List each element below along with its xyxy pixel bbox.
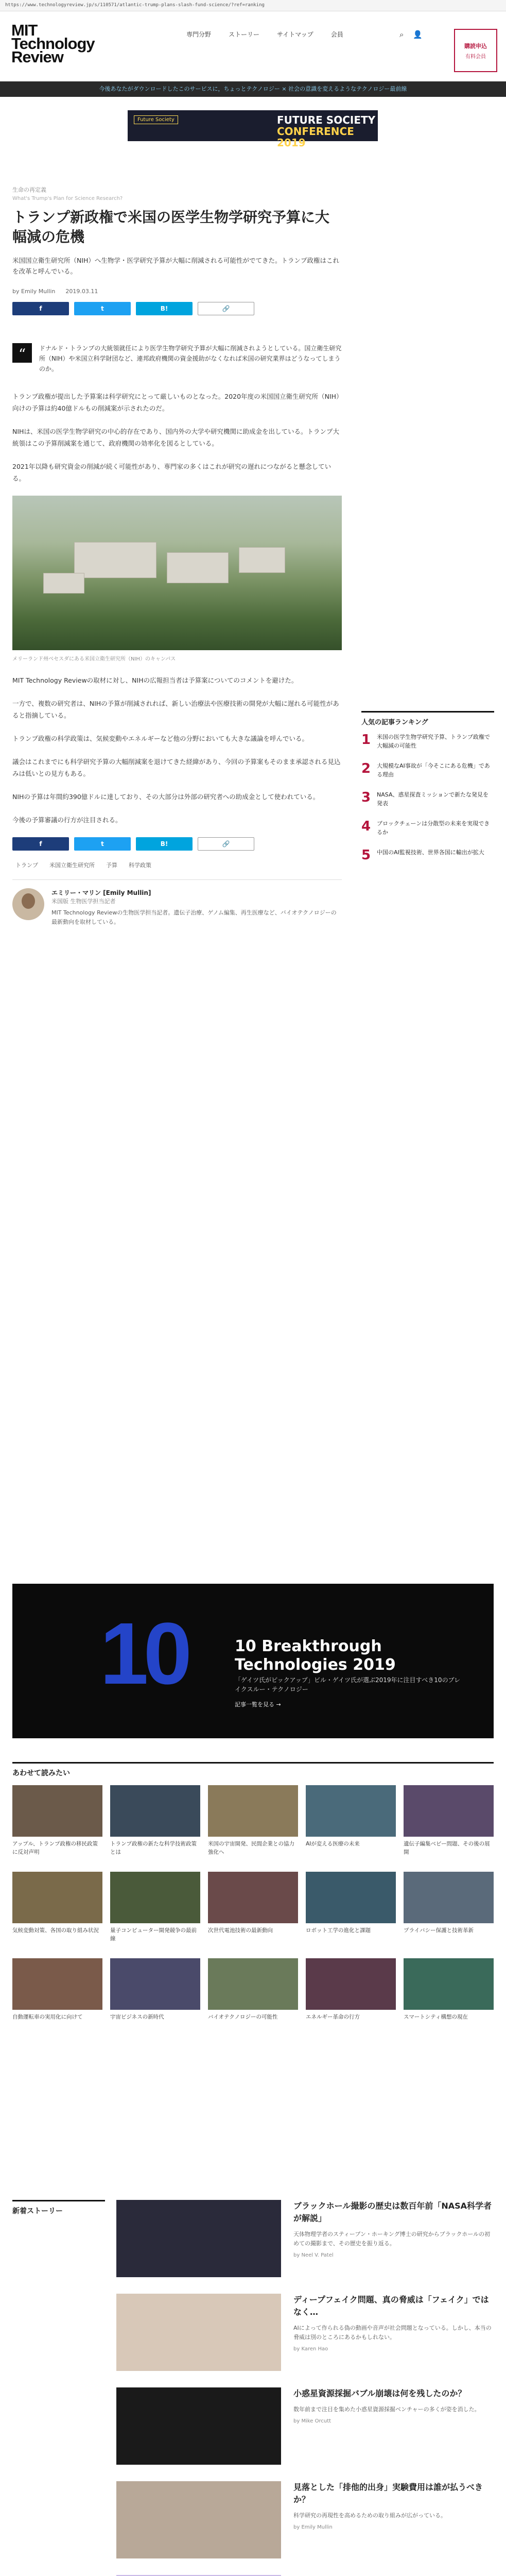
related-card-title: 遺伝子編集ベビー問題、その後の展開 [404,1841,490,1855]
related-card-image [404,1958,494,2010]
article-title: トランプ新政権で米国の医学生物学研究予算に大幅減の危機 [12,209,330,245]
ranking-item-title: NASA、惑星探査ミッションで新たな発見を発表 [377,791,489,807]
related-card-image [306,1958,396,2010]
paragraph: MIT Technology Reviewの取材に対し、NIHの広報担当者は予算案についてのコメントを避けた。 [12,676,298,684]
related-card-image [208,1958,298,2010]
news-item[interactable] [116,2200,494,2277]
related-card-image [110,1872,200,1923]
author-box [12,879,342,927]
related-card[interactable] [404,1872,494,1951]
related-card-image [404,1785,494,1837]
related-card[interactable] [404,1785,494,1865]
ranking-item-title: 米国の医学生物学研究予算、トランプ政権で大幅減の可能性 [377,734,490,749]
news-by: by Karen Hao [293,2346,328,2352]
copy-link-button[interactable]: 🔗 [198,302,254,315]
quote-text: ドナルド・トランプの大統領就任により医学生物学研究予算が大幅に削減されようとしている。国立衛生研究所（NIH）や米国立科学財団など、連邦政府機関の資金援助がなくなれば米国の研究業界はどうなってしまうのか。 [39,345,342,372]
news-text [293,2387,480,2465]
share-bar-bottom [12,837,342,851]
news-item[interactable] [116,2387,494,2465]
ranking-item-title: 大規模なAI事故が「今そこにある危機」である理由 [377,762,490,778]
related-card-title: トランプ政権の新たな科学技術政策とは [110,1841,197,1855]
ad-title-b: CONFERENCE 2019 [277,125,354,149]
nav-item-1[interactable]: ストーリー [229,31,260,38]
photo-building [239,547,285,573]
share-bar [12,302,342,315]
related-card[interactable] [404,1958,494,2038]
news-image [116,2200,281,2277]
paragraph: トランプ政権が提出した予算案は科学研究にとって厳しいものとなった。2020年度の米国国立衛生研究所（NIH）向けの予算は約40億ドルもの削減案が示されたのだ。 [12,393,340,412]
subscribe-button[interactable] [454,29,497,72]
main-nav [186,30,343,39]
paragraph: トランプ政権の科学政策は、気候変動やエネルギーなど他の分野においても大きな議論を呼んでいる。 [12,735,309,742]
promo-banner[interactable]: 今後あなたがダウンロードしたこのサービスに，ちょっとテクノロジー × 社会の意識を変えるようなテクノロジー最前線 [0,81,506,97]
related-card-title: 気候変動対策、各国の取り組み状況 [12,1927,99,1934]
related-card-title: プライバシー保護と技術革新 [404,1927,474,1934]
related-card-image [12,1785,102,1837]
news-text [293,2481,494,2558]
news-text [293,2294,494,2371]
tag[interactable]: 科学政策 [129,862,151,869]
related-card-title: 米国の宇宙開発、民間企業との協力強化へ [208,1841,294,1855]
related-card-title: ロボット工学の進化と課題 [306,1927,371,1934]
news-desc: 数年前まで注目を集めた小惑星資源採掘ベンチャーの多くが姿を消した。 [293,2406,480,2413]
related-card[interactable] [306,1958,396,2038]
news-desc: AIによって作られる偽の動画や音声が社会問題となっている。しかし、本当の脅威は別のところにあるかもしれない。 [293,2325,492,2341]
related-card-title: AIが変える医療の未来 [306,1841,360,1847]
news-list [12,2200,494,2576]
ad-title [277,114,378,148]
byline-date: 2019.03.11 [65,288,98,295]
tag[interactable]: 米国立衛生研究所 [49,862,95,869]
quote-icon: “ [12,343,32,363]
ad-banner[interactable] [128,110,378,149]
related-card-image [404,1872,494,1923]
ranking-item[interactable] [361,819,494,837]
paragraph: 今後の予算審議の行方が注目される。 [12,816,122,824]
site-header [0,11,506,66]
related-card-image [110,1958,200,2010]
news-item[interactable] [116,2481,494,2558]
subscribe-label: 購読申込 [464,42,487,49]
ranking-item[interactable] [361,761,494,779]
ranking-item[interactable] [361,733,494,750]
related-card-title: 自動運転車の実用化に向けて [12,2014,83,2020]
copy-link-button[interactable]: 🔗 [198,837,254,851]
related-card-title: バイオテクノロジーの可能性 [208,2014,278,2020]
ad-title-a: FUTURE SOCIETY [277,114,376,126]
news-title: 見落とした「排他的出身」実験費用は誰が払うべきか？ [293,2482,483,2504]
related-card[interactable] [208,1958,298,2038]
related-card-image [12,1958,102,2010]
related-card-title: エネルギー革命の行方 [306,2014,360,2020]
nav-item-0[interactable]: 専門分野 [186,31,212,38]
related-card[interactable] [110,1872,200,1951]
news-by: by Mike Orcutt [293,2418,331,2424]
ranking-item-title: 中国のAI監視技術、世界各国に輸出が拡大 [377,849,484,856]
paragraph: NIHの予算は年間約390億ドルに達しており、その大部分は外部の研究者への助成金として使われている。 [12,793,320,801]
news-image [116,2294,281,2371]
header-icons [399,30,423,39]
facebook-share-button[interactable]: f [12,837,69,851]
related-card[interactable] [12,1958,102,2038]
related-card[interactable] [110,1785,200,1865]
ranking-item[interactable] [361,848,494,862]
related-card[interactable] [12,1785,102,1865]
news-image [116,2481,281,2558]
news-desc: 天体物理学者のスティーブン・ホーキング博士の研究からブラックホールの初めての撮影まで、その歴史を振り返る。 [293,2231,491,2247]
related-card-image [306,1785,396,1837]
related-card[interactable] [110,1958,200,2038]
nav-item-2[interactable]: サイトマップ [277,31,313,38]
tag-list [12,860,342,870]
twitter-share-button[interactable]: t [74,302,131,315]
tr10-number: 10 [100,1605,187,1703]
ranking-title: 人気の記事ランキング [361,711,494,726]
related-card-image [208,1872,298,1923]
related-card-title: 次世代電池技術の最新動向 [208,1927,273,1934]
related-card[interactable] [12,1872,102,1951]
ranking-sidebar [361,711,494,874]
rank-number: 1 [361,732,371,748]
site-logo[interactable]: MIT Technology Review [11,21,95,66]
article [12,185,342,927]
twitter-share-button[interactable]: t [74,837,131,851]
tag[interactable]: トランプ [15,862,38,869]
news-title: 新着ストーリー [12,2200,105,2216]
article-kicker[interactable]: 生命の再定義 [12,187,46,193]
photo-building [74,542,156,578]
tr10-promo[interactable] [12,1584,494,1738]
rank-number: 4 [361,819,371,834]
news-section [12,2200,494,2576]
paragraph: NIHは、米国の医学生物学研究の中心的存在であり、国内外の大学や研究機関に助成金を出している。トランプ大統領はこの予算削減案を通じて、政府機関の効率化を図るとしている。 [12,428,339,447]
tr10-desc: 「ゲイツ氏がピックアップ」ビル・ゲイツ氏が選ぶ2019年に注目すべき10のブレイクスルー・テクノロジー [235,1676,461,1693]
facebook-share-button[interactable]: f [12,302,69,315]
related-card-title: アップル、トランプ政権の移民政策に反対声明 [12,1841,98,1855]
tr10-title: 10 Breakthrough Technologies 2019 [235,1637,396,1674]
rank-number: 3 [361,790,371,805]
pull-quote [12,343,342,374]
news-by: by Neel V. Patel [293,2252,334,2258]
related-card-image [306,1872,396,1923]
related-card[interactable] [306,1872,396,1951]
news-image [116,2387,281,2465]
news-by: by Emily Mullin [293,2524,333,2530]
news-title: ディープフェイク問題、真の脅威は「フェイク」ではなく… [293,2295,489,2317]
related-card-title: 宇宙ビジネスの新時代 [110,2014,164,2020]
nav-item-3[interactable]: 会員 [330,31,343,38]
article-photo [12,496,342,650]
ranking-item-title: ブロックチェーンは分散型の未来を実現できるか [377,820,490,836]
byline [12,288,342,295]
related-card-image [110,1785,200,1837]
subscribe-sub: 有料会員 [465,54,486,60]
related-card-image [208,1785,298,1837]
news-desc: 科学研究の再現性を高めるための取り組みが広がっている。 [293,2512,446,2519]
byline-author[interactable]: by Emily Mullin [12,288,56,295]
related-title: あわせて読みたい [12,1762,494,1778]
related-card[interactable] [208,1872,298,1951]
related-card[interactable] [306,1785,396,1865]
related-card-image [12,1872,102,1923]
breadcrumb: What's Trump's Plan for Science Research? [12,196,123,201]
related-card-title: スマートシティ構想の現在 [404,2014,468,2020]
author-desc: MIT Technology Reviewの生物医学担当記者。遺伝子治療、ゲノム編集、再生医療など、バイオテクノロジーの最新動向を取材している。 [51,909,337,925]
ad-pill: Future Society [134,115,178,124]
tr10-more-link[interactable]: 記事一覧を見る → [235,1701,281,1708]
related-section [12,1762,494,2038]
news-text [293,2200,494,2277]
rank-number: 2 [361,761,371,776]
rank-number: 5 [361,848,371,863]
user-icon[interactable]: 👤 [413,30,423,39]
related-card-title: 量子コンピューター開発競争の最前線 [110,1927,197,1942]
ranking-item[interactable] [361,790,494,808]
related-card[interactable] [208,1785,298,1865]
avatar [12,888,44,920]
article-lead: 米国国立衛生研究所（NIH）へ生物学・医学研究予算が大幅に削減される可能性がでてきた。トランプ政権はこれを改革と呼んでいる。 [12,257,339,275]
related-grid [12,1785,494,2038]
hatena-share-button[interactable]: B! [136,837,193,851]
search-icon[interactable]: ⌕ [399,30,404,39]
article-body [12,391,342,826]
url-bar[interactable]: https://www.technologyreview.jp/s/110571/atlantic-trump-plans-slash-fund-science/?ref=ranking [0,0,506,11]
author-name[interactable]: エミリー・マリン [Emily Mullin] [51,889,151,896]
news-item[interactable] [116,2294,494,2371]
news-title: ブラックホール撮影の歴史は数百年前「NASA科学者が解説」 [293,2201,492,2223]
paragraph: 議会はこれまでにも科学研究予算の大幅削減案を退けてきた経緯があり、今回の予算案もそのまま承認される見込みは低いとの見方もある。 [12,758,341,777]
author-role: 米国版 生物医学担当記者 [51,898,116,905]
tag[interactable]: 予算 [106,862,117,869]
photo-building [43,573,84,594]
news-title: 小惑星資源採掘バブル崩壊は何を残したのか？ [293,2388,466,2398]
photo-building [167,552,229,583]
paragraph: 2021年以降も研究資金の削減が続く可能性があり、専門家の多くはこれが研究の遅れにつながると懸念している。 [12,463,331,482]
photo-caption: メリーランド州ベセスダにある米国立衛生研究所（NIH）のキャンパス [12,656,176,662]
hatena-share-button[interactable]: B! [136,302,193,315]
paragraph: 一方で、複数の研究者は、NIHの予算が削減されれば、新しい治療法や医療技術の開発が大幅に遅れる可能性があると指摘している。 [12,700,339,719]
